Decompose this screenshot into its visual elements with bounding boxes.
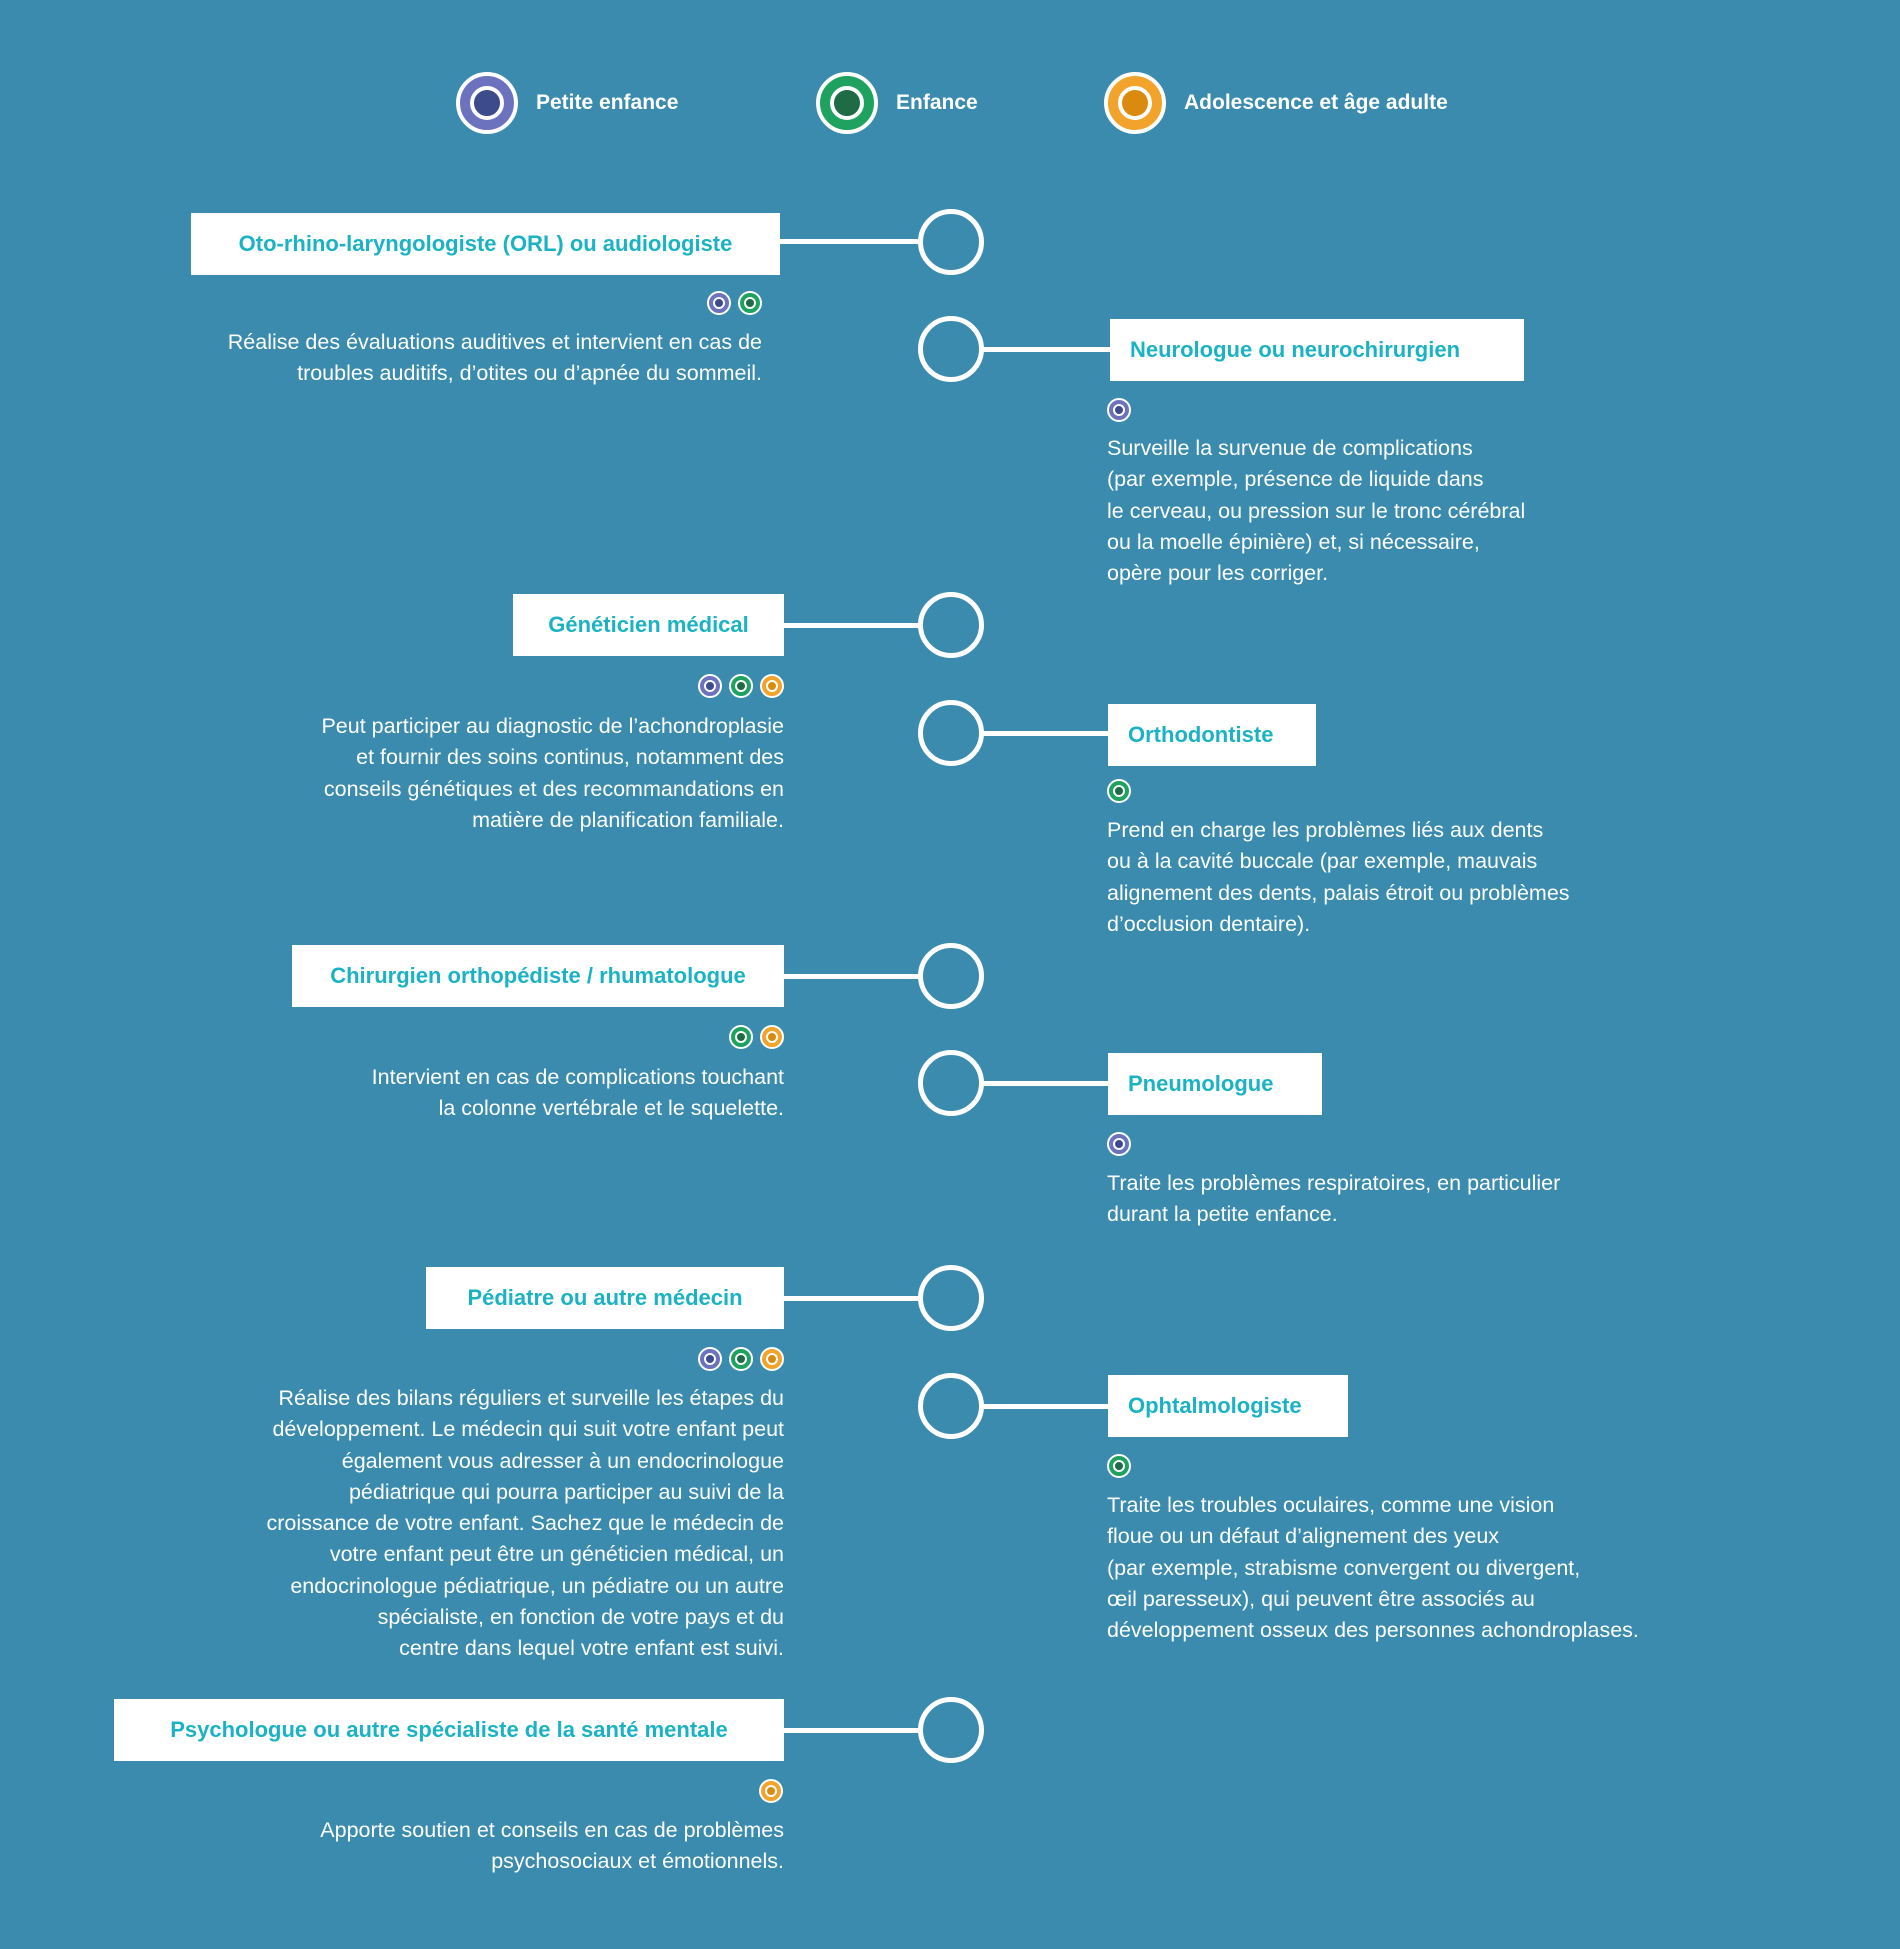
connector-line — [780, 974, 923, 979]
stage-dots — [1107, 779, 1131, 803]
petite-enfance-icon — [1107, 1132, 1131, 1156]
enfance-icon — [1107, 779, 1131, 803]
stage-dots — [1107, 1454, 1131, 1478]
legend-adolescence — [1104, 72, 1448, 134]
stage-dots — [1107, 1132, 1131, 1156]
petite-enfance-icon — [698, 674, 722, 698]
stage-dots — [729, 1025, 784, 1049]
enfance-icon — [1107, 1454, 1131, 1478]
timeline-node — [918, 316, 984, 382]
legend-enfance — [816, 72, 978, 134]
enfance-icon — [816, 72, 878, 134]
specialist-box-psychologue: Psychologue ou autre spécialiste de la santé mentale — [114, 1699, 784, 1761]
petite-enfance-icon — [707, 291, 731, 315]
legend-label: Petite enfance — [536, 91, 679, 114]
timeline-node — [918, 1265, 984, 1331]
specialist-description: Réalise des bilans réguliers et surveille les étapes du développement. Le médecin qui suit votre enfant peut également vous adresser à un endocrinologue pédiatrique qui pourra participer au suivi de la croissance de votre enfant. Sachez que le médecin de votre enfant peut être un généticien médical, un endocrinologue pédiatrique, un pédiatre ou un autre spécialiste, en fonction de votre pays et du centre dans lequel votre enfant est suivi. — [266, 1386, 784, 1661]
petite-enfance-icon — [698, 1347, 722, 1371]
adolescence-icon — [760, 1025, 784, 1049]
specialist-description: Peut participer au diagnostic de l’achondroplasie et fournir des soins continus, notamment des conseils génétiques et des recommandations en matière de planification familiale. — [321, 714, 784, 832]
stage-dots — [707, 291, 762, 315]
specialist-description: Prend en charge les problèmes liés aux dents ou à la cavité buccale (par exemple, mauvais alignement des dents, palais étroit ou problèmes d’occlusion dentaire). — [1107, 818, 1570, 936]
specialist-description: Réalise des évaluations auditives et intervient en cas de troubles auditifs, d’otites ou d’apnée du sommeil. — [227, 330, 762, 386]
specialist-description: Apporte soutien et conseils en cas de problèmes psychosociaux et émotionnels. — [320, 1818, 784, 1874]
specialist-description: Surveille la survenue de complications (par exemple, présence de liquide dans le cerveau, ou pression sur le tronc cérébral ou la moelle épinière) et, si nécessaire, opère pour les corriger. — [1107, 436, 1526, 586]
adolescence-icon — [760, 674, 784, 698]
legend-label: Adolescence et âge adulte — [1184, 91, 1448, 114]
adolescence-icon — [759, 1779, 783, 1803]
connector-line — [980, 347, 1112, 352]
specialist-description: Traite les troubles oculaires, comme une vision floue ou un défaut d’alignement des yeux (par exemple, strabisme convergent ou divergent, œil paresseux), qui peuvent être associés au développement osseux des personnes achondroplases. — [1107, 1493, 1639, 1643]
stage-dots — [1107, 398, 1131, 422]
connector-line — [778, 239, 923, 244]
enfance-icon — [729, 674, 753, 698]
specialist-box-neurologue: Neurologue ou neurochirurgien — [1110, 319, 1524, 381]
enfance-icon — [738, 291, 762, 315]
specialist-description: Intervient en cas de complications touchant la colonne vertébrale et le squelette. — [371, 1065, 784, 1121]
connector-line — [980, 731, 1110, 736]
timeline-node — [918, 943, 984, 1009]
adolescence-icon — [760, 1347, 784, 1371]
petite-enfance-icon — [1107, 398, 1131, 422]
specialist-box-geneticien: Généticien médical — [513, 594, 784, 656]
enfance-icon — [729, 1025, 753, 1049]
connector-line — [780, 623, 923, 628]
specialist-box-ophtalmologiste: Ophtalmologiste — [1108, 1375, 1348, 1437]
timeline-node — [918, 700, 984, 766]
timeline-node — [918, 1373, 984, 1439]
legend-label: Enfance — [896, 91, 978, 114]
specialist-description: Traite les problèmes respiratoires, en particulier durant la petite enfance. — [1107, 1171, 1561, 1227]
stage-dots — [698, 674, 784, 698]
connector-line — [780, 1728, 923, 1733]
petite-enfance-icon — [456, 72, 518, 134]
specialist-box-orthodontiste: Orthodontiste — [1108, 704, 1316, 766]
timeline-node — [918, 1050, 984, 1116]
specialist-box-pediatre: Pédiatre ou autre médecin — [426, 1267, 784, 1329]
enfance-icon — [729, 1347, 753, 1371]
timeline-node — [918, 592, 984, 658]
adolescence-icon — [1104, 72, 1166, 134]
stage-dots — [759, 1779, 783, 1803]
timeline-node — [918, 1697, 984, 1763]
connector-line — [980, 1081, 1110, 1086]
legend-petite-enfance — [456, 72, 678, 134]
specialist-box-orl: Oto-rhino-laryngologiste (ORL) ou audiologiste — [191, 213, 780, 275]
connector-line — [980, 1404, 1110, 1409]
timeline-node — [918, 209, 984, 275]
stage-dots — [698, 1347, 784, 1371]
connector-line — [780, 1296, 923, 1301]
specialist-box-pneumologue: Pneumologue — [1108, 1053, 1322, 1115]
specialist-box-orthopediste: Chirurgien orthopédiste / rhumatologue — [292, 945, 784, 1007]
